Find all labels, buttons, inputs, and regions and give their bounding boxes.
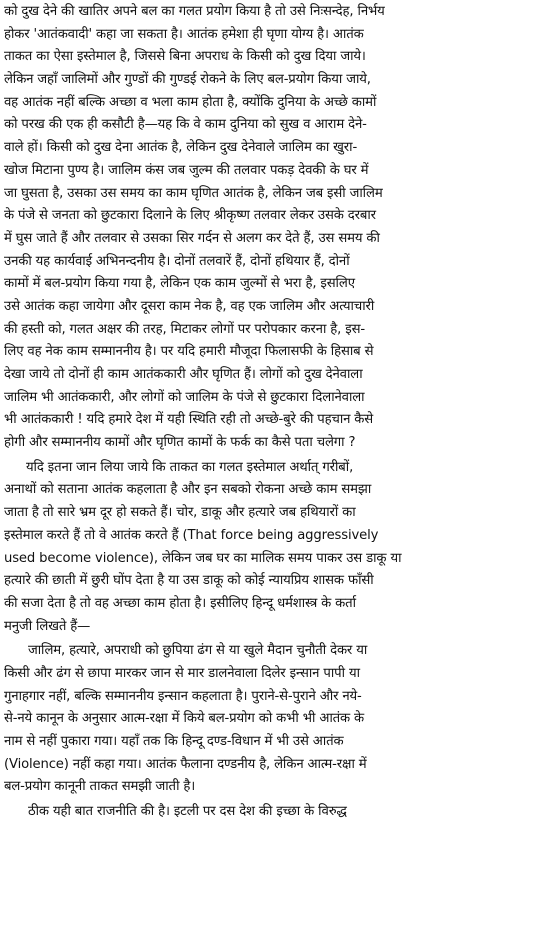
text-line: वह आतंक नहीं बल्कि अच्छा व भला काम होता है, क्योंकि दुनिया के अच्छे कामों — [4, 94, 377, 110]
paragraph-start-line: यदि इतना जान लिया जाये कि ताकत का गलत इस्तेमाल अर्थात् गरीबों, — [26, 459, 354, 475]
text-line: खोज मिटाना पुण्य है। जालिम कंस जब जुल्म की तलवार पकड़ देवकी के घर में — [4, 162, 369, 178]
text-line: उनकी यह कार्यवाई अभिनन्दनीय है। दोनों तलवारें हैं, दोनों हथियार हैं, दोनों — [4, 253, 350, 269]
text-line: लिए वह नेक काम सम्माननीय है। पर यदि हमारी मौजूदा फिलासफी के हिसाब से — [4, 344, 374, 360]
text-line: इस्तेमाल करते हैं तो वे आतंक करते हैं (That force being aggressively — [4, 527, 379, 543]
quote-line: (Violence) नहीं कहा गया। आतंक फैलाना दण्डनीय है, लेकिन आत्म-रक्षा में — [4, 756, 367, 772]
paragraph-start-line: ठीक यही बात राजनीति की है। इटली पर दस देश की इच्छा के विरुद्ध — [28, 804, 347, 820]
text-line: को परख की एक ही कसौटी है—यह कि वे काम दुनिया को सुख व आराम देने- — [4, 117, 367, 133]
text-line: होकर 'आतंकवादी' कहा जा सकता है। आतंक हमेशा ही घृणा योग्य है। आतंक — [4, 26, 364, 42]
quote-line: किसी और ढंग से छापा मारकर जान से मार डालनेवाला दिलेर इन्सान पापी या — [4, 665, 360, 681]
text-line: जा घुसता है, उसका उस समय का काम घृणित आतंक है, लेकिन जब इसी जालिम — [4, 185, 383, 201]
text-line: जाता है तो सारे भ्रम दूर हो सकते हैं। चोर, डाकू और हत्यारे जब हथियारों का — [4, 505, 356, 521]
text-line: के पंजे से जनता को छुटकारा दिलाने के लिए श्रीकृष्ण तलवार लेकर उसके दरबार — [4, 208, 376, 224]
text-line: जालिम भी आतंककारी, और लोगों को जालिम के पंजे से छुटकारा दिलानेवाला — [4, 389, 365, 405]
text-line: अनाथों को सताना आतंक कहलाता है और इन सबको रोकना अच्छे काम समझा — [4, 482, 372, 498]
text-line: used become violence), लेकिन जब घर का मालिक समय पाकर उस डाकू या — [4, 550, 402, 566]
text-line: देखा जाये तो दोनों ही काम आतंककारी और घृणित हैं। लोगों को दुख देनेवाला — [4, 367, 363, 382]
text-line: भी आतंककारी ! यदि हमारे देश में यही स्थिति रही तो अच्छे-बुरे की पहचान कैसे — [4, 412, 374, 428]
quote-start-line: जालिम, हत्यारे, अपराधी को छुपिया ढंग से या खुले मैदान चुनौती देकर या — [28, 643, 368, 659]
text-line: वाले हों। किसी को दुख देना आतंक है, लेकिन दुख देनेवाले जालिम का खुरा- — [4, 140, 358, 156]
text-line: उसे आतंक कहा जायेगा और दूसरा काम नेक है, वह एक जालिम और अत्याचारी — [4, 298, 375, 314]
quote-line: गुनाहगार नहीं, बल्कि सम्माननीय इन्सान कहलाता है। पुराने-से-पुराने और नये- — [4, 688, 362, 704]
quote-line: बल-प्रयोग कानूनी ताकत समझी जाती है। — [4, 779, 196, 795]
text-line: कामों में बल-प्रयोग किया गया है, लेकिन एक काम जुल्मों से भरा है, इसलिए — [4, 276, 355, 292]
text-line: में घुस जाते हैं और तलवार से उसका सिर गर्दन से अलग कर देते हैं, उस समय की — [4, 230, 380, 246]
text-line: हत्यारे की छाती में छुरी घोंप देता है या उस डाकू को कोई न्यायप्रिय शासक फाँसी — [4, 573, 374, 589]
text-line: लेकिन जहाँ जालिमों और गुण्डों की गुण्डई रोकने के लिए बल-प्रयोग किया जाये, — [4, 72, 371, 88]
text-line: ताकत का ऐसा इस्तेमाल है, जिससे बिना अपराध के किसी को दुख दिया जाये। — [4, 49, 366, 65]
quote-line: से-नये कानून के अनुसार आत्म-रक्षा में किये बल-प्रयोग को कभी भी आतंक के — [4, 711, 365, 727]
text-line: की हस्ती को, गलत अक्षर की तरह, मिटाकर लोगों पर परोपकार करना है, इस- — [4, 321, 365, 337]
text-line: मनुजी लिखते हैं— — [4, 618, 91, 634]
text-line: की सजा देता है तो वह अच्छा काम होता है। इसीलिए हिन्दू धर्मशास्त्र के कर्ता — [4, 595, 356, 611]
quote-line: नाम से नहीं पुकारा गया। यहाँ तक कि हिन्दू दण्ड-विधान में भी उसे आतंक — [4, 734, 344, 749]
text-line: होगी और सम्माननीय कामों और घृणित कामों के फर्क का कैसे पता चलेगा ? — [4, 435, 356, 451]
text-line: को दुख देने की खातिर अपने बल का गलत प्रयोग किया है तो उसे निःसन्देह, निर्भय — [4, 4, 385, 19]
